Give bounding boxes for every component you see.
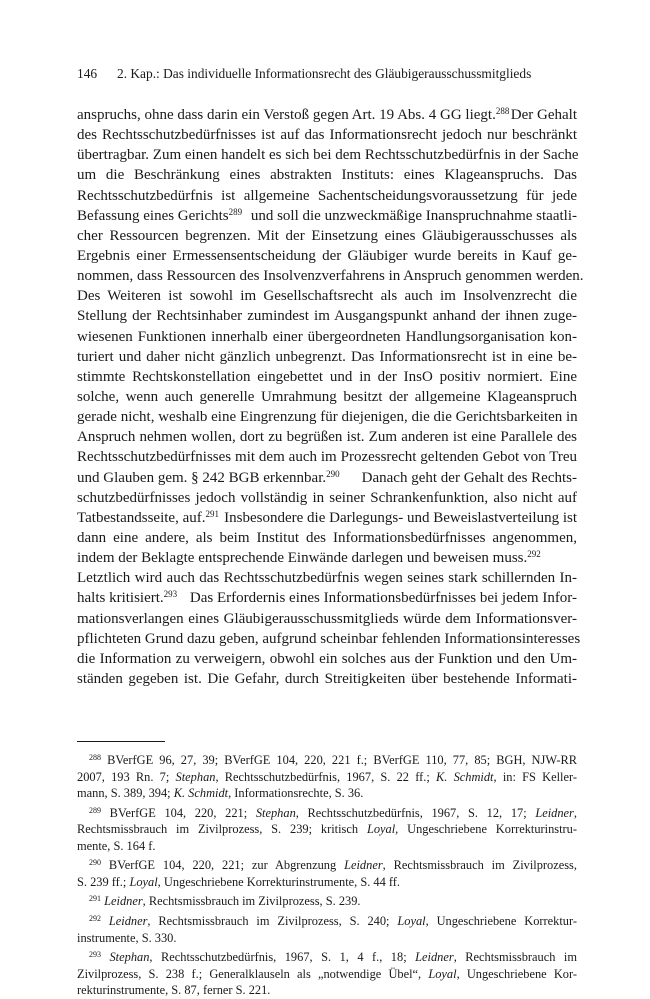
running-header — [77, 66, 577, 82]
body-line: indem der Beklagte entsprechende Einwände darlegen und beweisen muss.$^{292}$ — [77, 549, 541, 567]
footnote-289: $^{289}$ BVerfGE 104, 220, 221; Stephan, Rechtsschutzbedürfnis, 1967, S. 12, 17; Leidner, Rechtsmissbrauch im Zivilprozess, S. 239; kritisch Loyal, Ungeschriebene Korrekturinstru- mente, S. 164 f. — [77, 805, 578, 853]
body-line: Des Weiteren ist sowohl im Gesellschaftsrecht als auch im Insolvenzrecht die — [77, 288, 577, 305]
body-line: Tatbestandsseite, auf.$^{291}$ Insbesondere die Darlegungs- und Beweislastverteilung ist — [77, 508, 577, 526]
body-line: Rechtsschutzbedürfnisses mit dem auch im Prozessrecht geltenden Gebot von Treu — [77, 449, 577, 466]
body-line: cher Ressourcen begrenzen. Mit der Einsetzung eines Gläubigerausschusses als — [77, 227, 577, 244]
running-title: 2. Kap.: Das individuelle Informationsrecht des Gläubigerausschussmitglieds — [117, 66, 532, 81]
body-line: anspruchs, ohne dass darin ein Verstoß gegen Art. 19 Abs. 4 GG liegt.$^{288}$ Der Gehalt — [77, 106, 577, 123]
footnote-number: 289 — [89, 805, 101, 815]
body-line: ständen gegeben ist. Die Gefahr, durch Streitigkeiten über bestehende Informati- — [77, 670, 577, 687]
body-line: wiesenen Funktionen innerhalb einer übergeordneten Handlungsorganisation kon- — [77, 328, 577, 345]
footnote-288: $^{288}$ BVerfGE 96, 27, 39; BVerfGE 104, 220, 221 f.; BVerfGE 110, 77, 85; BGH, NJW-RR 2007, 193 Rn. 7; Stephan, Rechtsschutzbedürfnis, 1967, S. 22 ff.; K. Schmidt, in: FS Keller- mann, S. 389, 394; K. Schmidt, Informationsrechte, S. 36. — [77, 753, 577, 801]
body-line: Rechtsschutzbedürfnis ist allgemeine Sachentscheidungsvoraussetzung für jede — [77, 187, 577, 204]
body-line: Letztlich wird auch das Rechtsschutzbedürfnis wegen seines stark schillernden In- — [77, 570, 577, 587]
document-page — [77, 66, 584, 999]
footnote-292: $^{292}$ Leidner, Rechtsmissbrauch im Zivilprozess, S. 240; Loyal, Ungeschriebene Korrektur- instrumente, S. 330. — [77, 914, 577, 945]
footnote-number: 291 — [89, 894, 101, 904]
footnotes — [77, 752, 577, 999]
body-line: stimmte Rechtskonstellation eingebettet und in der InsO positiv normiert. Eine — [77, 368, 577, 385]
footnote-number: 290 — [89, 858, 101, 868]
body-line: dann eine andere, als beim Institut des Informationsbedürfnisses angenommen, — [77, 529, 577, 546]
footnote-ref[interactable]: 289 — [228, 206, 243, 217]
footnote-ref[interactable]: 291 — [205, 508, 219, 519]
body-line: die Information zu verweigern, obwohl ein solches aus der Funktion und den Um- — [77, 650, 577, 667]
footnote-290: $^{290}$ BVerfGE 104, 220, 221; zur Abgrenzung Leidner, Rechtsmissbrauch im Zivilprozess, S. 239 ff.; Loyal, Ungeschriebene Korrekturinstrumente, S. 44 ff. — [77, 858, 577, 889]
body-line: schutzbedürfnisses jedoch vollständig in seiner Schrankenfunktion, also nicht auf — [77, 489, 577, 506]
body-line: Befassung eines Gerichts$^{289}$ und soll die unzweckmäßige Inanspruchnahme staatli- — [77, 206, 577, 224]
footnote-ref[interactable]: 290 — [326, 468, 340, 479]
body-text — [77, 105, 584, 689]
body-line: mationsverlangen eines Gläubigerausschussmitglieds würde dem Informationsver- — [77, 610, 577, 627]
body-line: halts kritisiert.$^{293}$ Das Erfordernis eines Informationsbedürfnisses bei jedem Infor- — [77, 589, 577, 607]
footnote-ref[interactable]: 292 — [527, 549, 541, 560]
body-line: turiert und daher nicht gänzlich unbegrenzt. Das Informationsrecht ist in eine be- — [77, 348, 577, 365]
body-line: Anspruch nehmen wollen, dort zu begrüßen ist. Zum anderen ist eine Parallele des — [77, 429, 577, 446]
footnote-separator — [77, 741, 165, 742]
footnote-291: $^{291}$ Leidner, Rechtsmissbrauch im Zivilprozess, S. 239. — [89, 894, 361, 909]
body-line: nommen, dass Ressourcen des Insolvenzverfahrens in Anspruch genommen werden. — [77, 268, 584, 285]
body-line: gerade nicht, weshalb eine Eingrenzung für diejenigen, die die Gerichtsbarkeiten in — [77, 409, 578, 426]
footnote-ref[interactable]: 288 — [495, 106, 510, 116]
body-line: und Glauben gem. § 242 BGB erkennbar.$^{290}$ Danach geht der Gehalt des Rechts- — [77, 468, 577, 486]
footnote-293: $^{293}$ Stephan, Rechtsschutzbedürfnis, 1967, S. 1, 4 f., 18; Leidner, Rechtsmissbrauch im Zivilprozess, S. 238 f.; Generalklauseln als „notwendige Übel“, Loyal, Ungeschriebene Kor- rekturinstrumente, S. 87, ferner S. 221. — [77, 950, 577, 998]
body-line: um die Beschränkung eines abstrakten Instituts: eines Klageanspruchs. Das — [77, 167, 577, 184]
body-line: übertragbar. Zum einen handelt es sich bei dem Rechtsschutzbedürfnis in der Sache — [77, 147, 579, 164]
footnote-ref[interactable]: 293 — [163, 589, 178, 600]
body-line: Ergebnis einer Ermessensentscheidung der Gläubiger wurde bereits in Kauf ge- — [77, 247, 577, 264]
body-line: solche, wenn auch generelle Umrahmung besitzt der allgemeine Klageanspruch — [77, 388, 577, 405]
body-line: pflichteten Grund dazu geben, aufgrund scheinbar fehlenden Informationsinteresses — [77, 630, 581, 647]
body-line: des Rechtsschutzbedürfnisses ist auf das Informationsrecht jedoch nur beschränkt — [77, 127, 577, 144]
footnote-number: 288 — [89, 753, 101, 763]
page-number: 146 — [77, 66, 98, 81]
footnote-number: 292 — [89, 914, 101, 923]
body-line: Stellung der Rechtsinhaber zumindest im Ausgangspunkt anhand der ihnen zuge- — [77, 308, 577, 325]
footnote-number: 293 — [89, 950, 101, 960]
